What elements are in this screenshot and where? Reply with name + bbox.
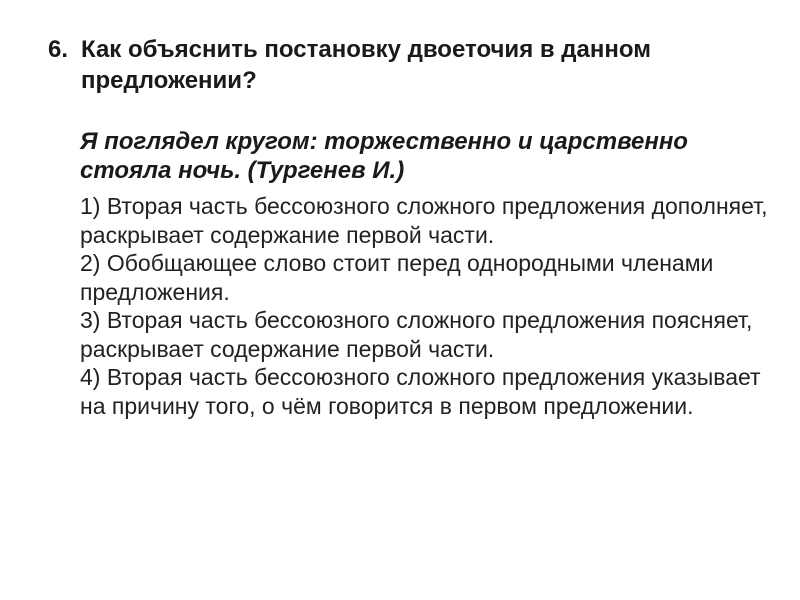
question	[48, 34, 748, 96]
answer-option-3: 3) Вторая часть бессоюзного сложного предложения поясняет, раскрывает содержание первой части.	[80, 307, 753, 362]
answer-option-1: 1) Вторая часть бессоюзного сложного предложения дополняет, раскрывает содержание первой части.	[80, 193, 768, 248]
answer-options	[80, 192, 770, 420]
example-sentence: Я поглядел кругом: торжественно и царственно стояла ночь. (Тургенев И.)	[80, 128, 688, 184]
question-number: 6.	[48, 36, 69, 63]
question-text: Как объяснить постановку двоеточия в данном предложении?	[81, 36, 651, 94]
answer-option-2: 2) Обобщающее слово стоит перед однородными членами предложения.	[80, 250, 714, 305]
answer-option-4: 4) Вторая часть бессоюзного сложного предложения указывает на причину того, о чём говорится в первом предложении.	[80, 364, 761, 419]
